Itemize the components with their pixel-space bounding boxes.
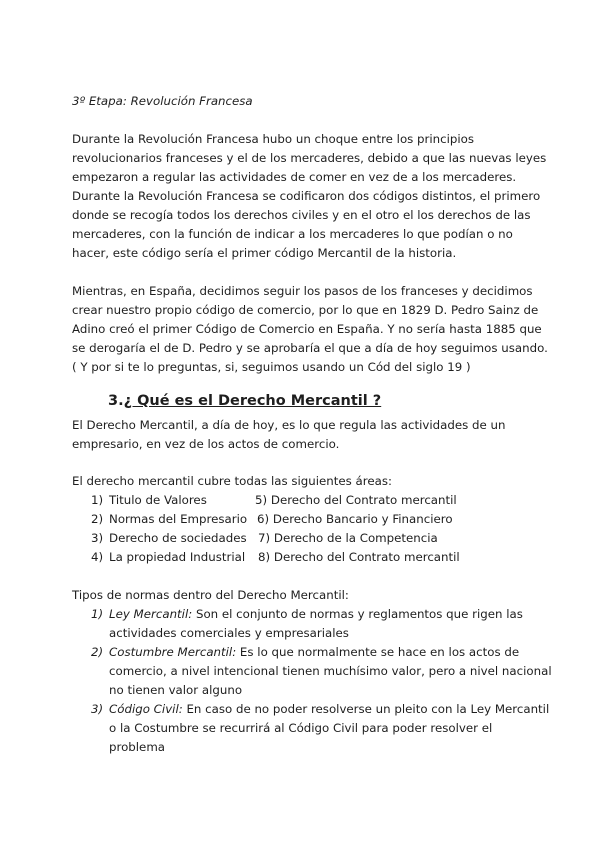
definition: Es lo que normalmente se hace en los actos de bbox=[236, 645, 520, 659]
section-title: ¿ Qué es el Derecho Mercantil ? bbox=[123, 393, 382, 409]
text-line: empresario, en vez de los actos de comercio. bbox=[72, 437, 340, 451]
list-item bbox=[109, 700, 549, 719]
text-line: hacer, este código sería el primer código Mercantil de la historia. bbox=[72, 246, 457, 260]
stage-title: 3º Etapa: Revolución Francesa bbox=[72, 94, 253, 108]
text-line: problema bbox=[109, 740, 166, 754]
list-item: La propiedad Industrial bbox=[109, 550, 246, 564]
text-line: Durante la Revolución Francesa hubo un choque entre los principios bbox=[72, 132, 475, 146]
list-item: Derecho de sociedades bbox=[109, 531, 247, 545]
text-line: mercaderes, con la función de indicar a los mercaderes lo que podían o no bbox=[72, 227, 513, 241]
list-item: Normas del Empresario bbox=[109, 512, 248, 526]
text-line: revolucionarios franceses y el de los mercaderes, debido a que las nuevas leyes bbox=[72, 151, 547, 165]
definition: Son el conjunto de normas y reglamentos que rigen las bbox=[192, 607, 523, 621]
types-intro: Tipos de normas dentro del Derecho Mercantil: bbox=[72, 588, 349, 602]
text-line: crear nuestro propio código de comercio, por lo que en 1829 D. Pedro Sainz de bbox=[72, 303, 539, 317]
list-item: 7) Derecho de la Competencia bbox=[258, 531, 438, 545]
text-line: actividades comerciales y empresariales bbox=[109, 626, 349, 640]
term: Costumbre Mercantil: bbox=[109, 645, 237, 659]
list-number: 1) bbox=[91, 493, 104, 507]
list-number: 1) bbox=[91, 607, 104, 621]
list-item: 8) Derecho del Contrato mercantil bbox=[258, 550, 460, 564]
list-item: 6) Derecho Bancario y Financiero bbox=[257, 512, 453, 526]
text-line: o la Costumbre se recurrirá al Código Civil para poder resolver el bbox=[109, 721, 493, 735]
areas-intro: El derecho mercantil cubre todas las siguientes áreas: bbox=[72, 474, 392, 488]
section-heading bbox=[108, 393, 381, 409]
text-line: Adino creó el primer Código de Comercio en España. Y no sería hasta 1885 que bbox=[72, 322, 542, 336]
text-line: no tienen valor alguno bbox=[109, 683, 243, 697]
text-line: ( Y por si te lo preguntas, si, seguimos usando un Cód del siglo 19 ) bbox=[72, 360, 471, 374]
text-line: donde se recogía todos los derechos civiles y en el otro el los derechos de las bbox=[72, 208, 531, 222]
list-number: 3) bbox=[91, 702, 104, 716]
list-number: 3) bbox=[91, 531, 104, 545]
list-item bbox=[109, 643, 519, 662]
text-line: Mientras, en España, decidimos seguir los pasos de los franceses y decidimos bbox=[72, 284, 533, 298]
text-line: comercio, a nivel intencional tienen muchísimo valor, pero a nivel nacional bbox=[109, 664, 552, 678]
text-line: Durante la Revolución Francesa se codificaron dos códigos distintos, el primero bbox=[72, 189, 541, 203]
list-number: 2) bbox=[91, 512, 104, 526]
list-number: 4) bbox=[91, 550, 104, 564]
list-item: 5) Derecho del Contrato mercantil bbox=[255, 493, 457, 507]
section-number: 3. bbox=[108, 393, 124, 409]
list-number: 2) bbox=[91, 645, 104, 659]
text-line: El Derecho Mercantil, a día de hoy, es lo que regula las actividades de un bbox=[72, 418, 506, 432]
list-item: Titulo de Valores bbox=[109, 493, 207, 507]
list-item bbox=[109, 605, 523, 624]
term: Código Civil: bbox=[109, 702, 183, 716]
text-line: empezaron a regular las actividades de comer en vez de a los mercaderes. bbox=[72, 170, 517, 184]
term: Ley Mercantil: bbox=[109, 607, 193, 621]
definition: En caso de no poder resolverse un pleito con la Ley Mercantil bbox=[182, 702, 550, 716]
text-line: se derogaría el de D. Pedro y se aprobaría el que a día de hoy seguimos usando. bbox=[72, 341, 548, 355]
